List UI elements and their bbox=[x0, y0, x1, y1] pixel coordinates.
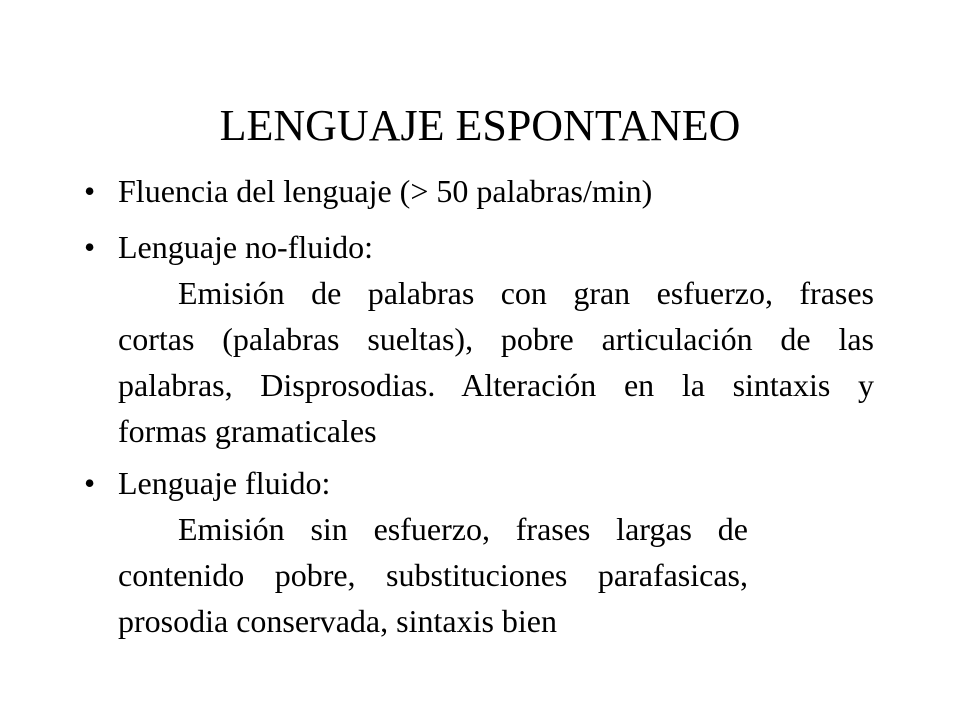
bullet-item-fluencia bbox=[84, 168, 874, 214]
bullet-line: Emisión sin esfuerzo, frases largas de bbox=[178, 511, 748, 547]
bullet-dot-icon: • bbox=[84, 173, 96, 209]
bullet-line: palabras, Disprosodias. Alteración en la sintaxis y bbox=[118, 367, 874, 403]
bullet-line: formas gramaticales bbox=[118, 413, 377, 449]
bullet-text bbox=[118, 224, 874, 454]
bullet-dot-icon: • bbox=[84, 229, 96, 265]
bullet-item-lenguaje-fluido bbox=[84, 460, 874, 644]
bullet-line: Fluencia del lenguaje (> 50 palabras/min) bbox=[118, 173, 653, 209]
bullet-line: contenido pobre, substituciones parafasicas, bbox=[118, 557, 748, 593]
bullet-line: cortas (palabras sueltas), pobre articulación de las bbox=[118, 321, 874, 357]
bullet-line: Emisión de palabras con gran esfuerzo, frases bbox=[178, 275, 874, 311]
bullet-line: prosodia conservada, sintaxis bien bbox=[118, 603, 557, 639]
bullet-heading: Lenguaje fluido: bbox=[118, 465, 331, 501]
bullet-text bbox=[118, 168, 874, 214]
bullet-text bbox=[118, 460, 748, 644]
bullet-item-lenguaje-no-fluido bbox=[84, 224, 874, 454]
bullet-heading: Lenguaje no-fluido: bbox=[118, 229, 374, 265]
bullet-dot-icon: • bbox=[84, 465, 96, 501]
slide-title: LENGUAJE ESPONTANEO bbox=[219, 101, 741, 150]
